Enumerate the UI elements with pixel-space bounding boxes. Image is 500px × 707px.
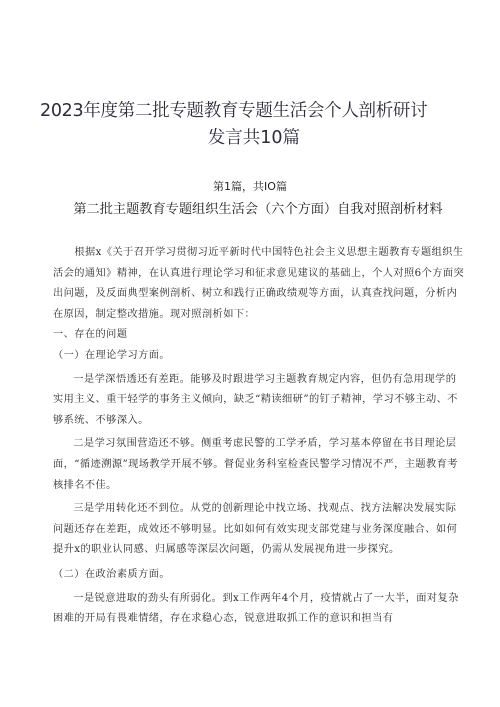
paragraph-problem-4: 一是锐意进取的劲头有所弱化。到x工作两年4个月，疫情就占了一大半，面对复杂困难的开局有畏难情绪，存在求稳心态，锐意进取抓工作的意识和担当有 (53, 592, 459, 625)
subsection-heading-political: （二）在政治素质方面。 (53, 568, 171, 580)
paragraph-problem-3: 三是学用转化还不到位。从党的创新理论中找立场、找观点、找方法解决发展实际问题还存在差距，成效还不够明显。比如如何有效实现支部党建与业务深度融合、如何提升x的职业认同感、归属感等深层次问题，仍需从发展视角进一步探究。 (53, 503, 458, 556)
paragraph-intro: 根据x《关于召开学习贯彻习近平新时代中国特色社会主义思想主题教育专题组织生活会的通知》精神，在认真进行理论学习和征求意见建议的基础上，个人对照6个方面突出问题，及反面典型案例剖析、树立和践行正确政绩观等方面，认真查找问题，分析内在原因，制定整改措施。现对照剖析如下： (53, 247, 465, 320)
document-title-line1: 2023年度第二批专题教育专题生活会个人剖析研讨 (40, 101, 428, 121)
paragraph-problem-1: 一是学深悟透还有差距。能够及时跟进学习主题教育规定内容，但仍有急用现学的实用主义、重干轻学的事务主义倾向，缺乏“精读细研”的钉子精神，学习不够主动、不够系统、不够深入。 (53, 373, 458, 426)
document-body (53, 243, 465, 630)
paragraph-problem-2: 二是学习氛围营造还不够。侧重考虑民警的工学矛盾，学习基本停留在书目理论层面，“循迹溯源”现场教学开展不够。督促业务科室检查民警学习情况不严，主题教育考核排名不佳。 (53, 438, 458, 491)
section-heading-problems: 一、存在的问题 (53, 329, 128, 341)
section-subtitle: 第二批主题教育专题组织生活会（六个方面）自我对照剖析材料 (73, 202, 443, 217)
subsection-heading-theory: （一）在理论学习方面。 (53, 349, 171, 361)
chapter-label: 第1篇，共IO篇 (213, 180, 287, 193)
document-title-line2: 发言共10篇 (207, 128, 300, 148)
